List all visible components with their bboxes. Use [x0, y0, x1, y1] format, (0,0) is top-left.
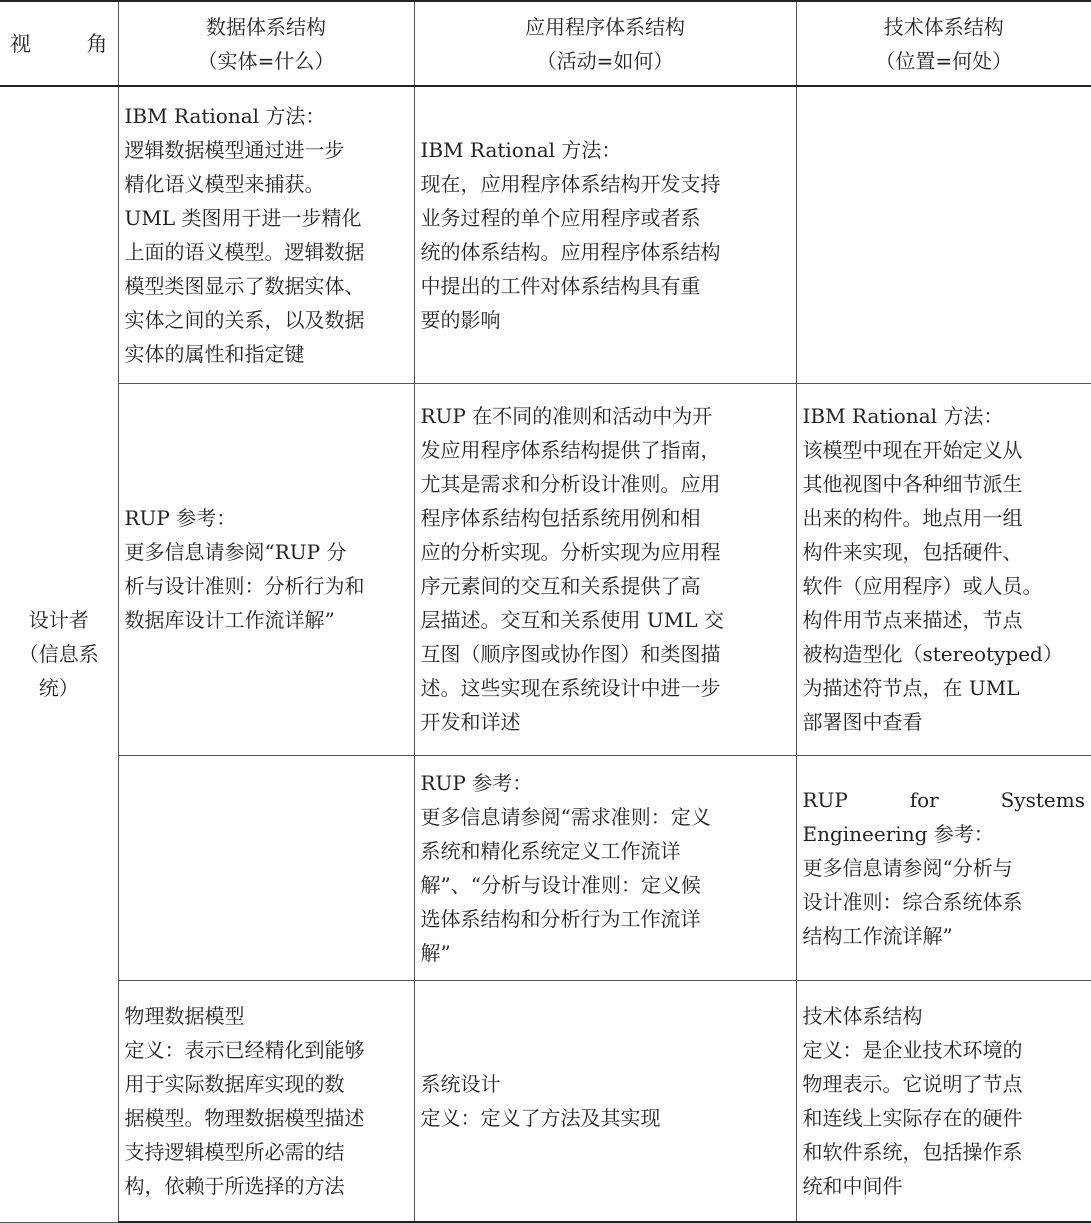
- cell-text-line: 用于实际数据库实现的数: [124, 1071, 345, 1096]
- cell-row2-application: [414, 383, 796, 755]
- cell-row1-application: [414, 86, 796, 383]
- cell-text-line: 构，依赖于所选择的方法: [124, 1173, 345, 1198]
- rup-system-engineering-line: [803, 783, 1086, 817]
- cell-text-line: 构件用节点来描述，节点: [802, 608, 1023, 632]
- table-row: [0, 980, 1091, 1222]
- cell-text-line: 要的影响: [420, 307, 501, 332]
- cell-row3-data: [118, 755, 414, 980]
- col-header-data-architecture: [118, 1, 414, 86]
- cell-text-line: 发应用程序体系结构提供了指南，: [420, 438, 721, 462]
- cell-text-line: 系统和精化系统定义工作流详: [420, 838, 681, 863]
- cell-row3-technology: [796, 755, 1091, 980]
- cell-text-line: 更多信息请参阅“分析与: [802, 855, 1013, 880]
- cell-text-line: 选体系结构和分析行为工作流详: [420, 906, 701, 931]
- spread-word: for: [909, 787, 939, 812]
- cell-text-line: 该模型中现在开始定义从: [802, 438, 1023, 462]
- table-row: [0, 86, 1091, 383]
- col2-title: 应用程序体系结构: [525, 14, 685, 39]
- cell-text-line: 物理数据模型: [124, 1003, 245, 1028]
- cell-row3-technology-lines: [803, 817, 1086, 953]
- cell-text-line: 结构工作流详解”: [802, 923, 953, 948]
- corner-left-char: 视: [10, 31, 31, 56]
- cell-text-line: 解”、“分析与设计准则：定义候: [420, 872, 701, 897]
- table-row: [0, 755, 1091, 980]
- row-header-line: （信息系: [18, 642, 99, 667]
- cell-row3-application: [414, 755, 796, 980]
- cell-text-line: 构件来实现，包括硬件、: [802, 540, 1023, 564]
- cell-text-line: 技术体系结构: [802, 1003, 923, 1028]
- cell-text-line: 业务过程的单个应用程序或者系: [420, 205, 701, 230]
- cell-text-line: 定义：表示已经精化到能够: [124, 1037, 365, 1062]
- cell-row4-technology: [796, 980, 1091, 1222]
- spread-word: RUP: [802, 787, 848, 812]
- cell-text-line: 析与设计准则：分析行为和: [124, 574, 365, 598]
- cell-text-line: 尤其是需求和分析设计准则。应用: [420, 472, 721, 496]
- cell-row1-technology: [796, 86, 1091, 383]
- col1-title: 数据体系结构: [206, 14, 326, 39]
- cell-text-line: 据模型。物理数据模型描述: [124, 1105, 365, 1130]
- cell-text-line: 更多信息请参阅“RUP 分: [124, 540, 347, 564]
- cell-text-line: RUP 在不同的准则和活动中为开: [420, 404, 713, 428]
- cell-row4-application: [414, 980, 796, 1222]
- cell-text-line: 软件（应用程序）或人员。: [802, 574, 1043, 598]
- cell-text-line: 精化语义模型来捕获。: [124, 171, 325, 196]
- cell-text-line: 被构造型化（stereotyped）: [802, 642, 1063, 666]
- cell-text-line: 现在，应用程序体系结构开发支持: [420, 171, 721, 196]
- cell-text-line: 部署图中查看: [802, 710, 923, 734]
- header-row: [0, 1, 1091, 86]
- row-header-line: 统）: [38, 676, 79, 701]
- cell-text-line: 开发和详述: [420, 710, 521, 734]
- table-row: [0, 383, 1091, 755]
- cell-text-line: 实体之间的关系，以及数据: [124, 307, 365, 332]
- cell-text-line: 其他视图中各种细节派生: [802, 472, 1023, 496]
- cell-text-line: 物理表示。它说明了节点: [802, 1071, 1023, 1096]
- row-header-line: 设计者: [28, 608, 89, 633]
- cell-text-line: 程序体系结构包括系统用例和相: [420, 506, 701, 530]
- cell-text-line: 实体的属性和指定键: [124, 341, 305, 366]
- cell-text-line: 定义：定义了方法及其实现: [420, 1105, 661, 1130]
- cell-text-line: 出来的构件。地点用一组: [802, 506, 1023, 530]
- cell-text-line: 述。这些实现在系统设计中进一步: [420, 676, 721, 700]
- cell-text-line: 应的分析实现。分析实现为应用程: [420, 540, 721, 564]
- cell-text-line: 系统设计: [420, 1071, 501, 1096]
- cell-text-line: IBM Rational 方法：: [420, 137, 622, 162]
- corner-right-char: 角: [86, 31, 108, 56]
- cell-text-line: 和连线上实际存在的硬件: [802, 1105, 1023, 1130]
- cell-text-line: 互图（顺序图或协作图）和类图描: [420, 642, 721, 666]
- col3-title: 技术体系结构: [883, 14, 1004, 39]
- cell-text-line: 统和中间件: [802, 1173, 903, 1198]
- cell-text-line: 数据库设计工作流详解”: [124, 608, 335, 632]
- cell-text-line: 支持逻辑模型所必需的结: [124, 1139, 345, 1164]
- col-header-application-architecture: [414, 1, 796, 86]
- cell-text-line: RUP 参考：: [124, 506, 237, 530]
- col2-subtitle: （活动=如何）: [536, 48, 674, 73]
- row-header-designer: [0, 86, 118, 1222]
- cell-text-line: 序元素间的交互和关系提供了高: [420, 574, 701, 598]
- cell-text-line: Engineering 参考：: [802, 821, 994, 846]
- spread-word: Systems: [1000, 787, 1085, 812]
- cell-text-line: 更多信息请参阅“需求准则：定义: [420, 804, 711, 829]
- cell-text-line: RUP 参考：: [420, 770, 533, 795]
- cell-text-line: 定义：是企业技术环境的: [802, 1037, 1023, 1062]
- cell-row2-data: [118, 383, 414, 755]
- cell-row2-technology: [796, 383, 1091, 755]
- cell-text-line: 解”: [420, 940, 451, 965]
- cell-text-line: IBM Rational 方法：: [802, 404, 1004, 428]
- col-header-technology-architecture: [796, 1, 1091, 86]
- cell-text-line: IBM Rational 方法：: [124, 103, 326, 128]
- cell-text-line: 为描述符节点，在 UML: [802, 676, 1020, 700]
- cell-text-line: UML 类图用于进一步精化: [124, 205, 362, 230]
- cell-text-line: 中提出的工件对体系结构具有重: [420, 273, 701, 298]
- cell-text-line: 模型类图显示了数据实体、: [124, 273, 365, 298]
- col1-subtitle: （实体=什么）: [197, 48, 335, 73]
- col3-subtitle: （位置=何处）: [875, 48, 1013, 73]
- cell-row1-data: [118, 86, 414, 383]
- cell-text-line: 层描述。交互和关系使用 UML 交: [420, 608, 724, 632]
- corner-header-cell: [0, 1, 118, 86]
- cell-text-line: 上面的语义模型。逻辑数据: [124, 239, 365, 264]
- cell-text-line: 逻辑数据模型通过进一步: [124, 137, 345, 162]
- cell-text-line: 和软件系统，包括操作系: [802, 1139, 1023, 1164]
- cell-text-line: 设计准则：综合系统体系: [802, 889, 1023, 914]
- cell-row4-data: [118, 980, 414, 1222]
- cell-text-line: 统的体系结构。应用程序体系结构: [420, 239, 721, 264]
